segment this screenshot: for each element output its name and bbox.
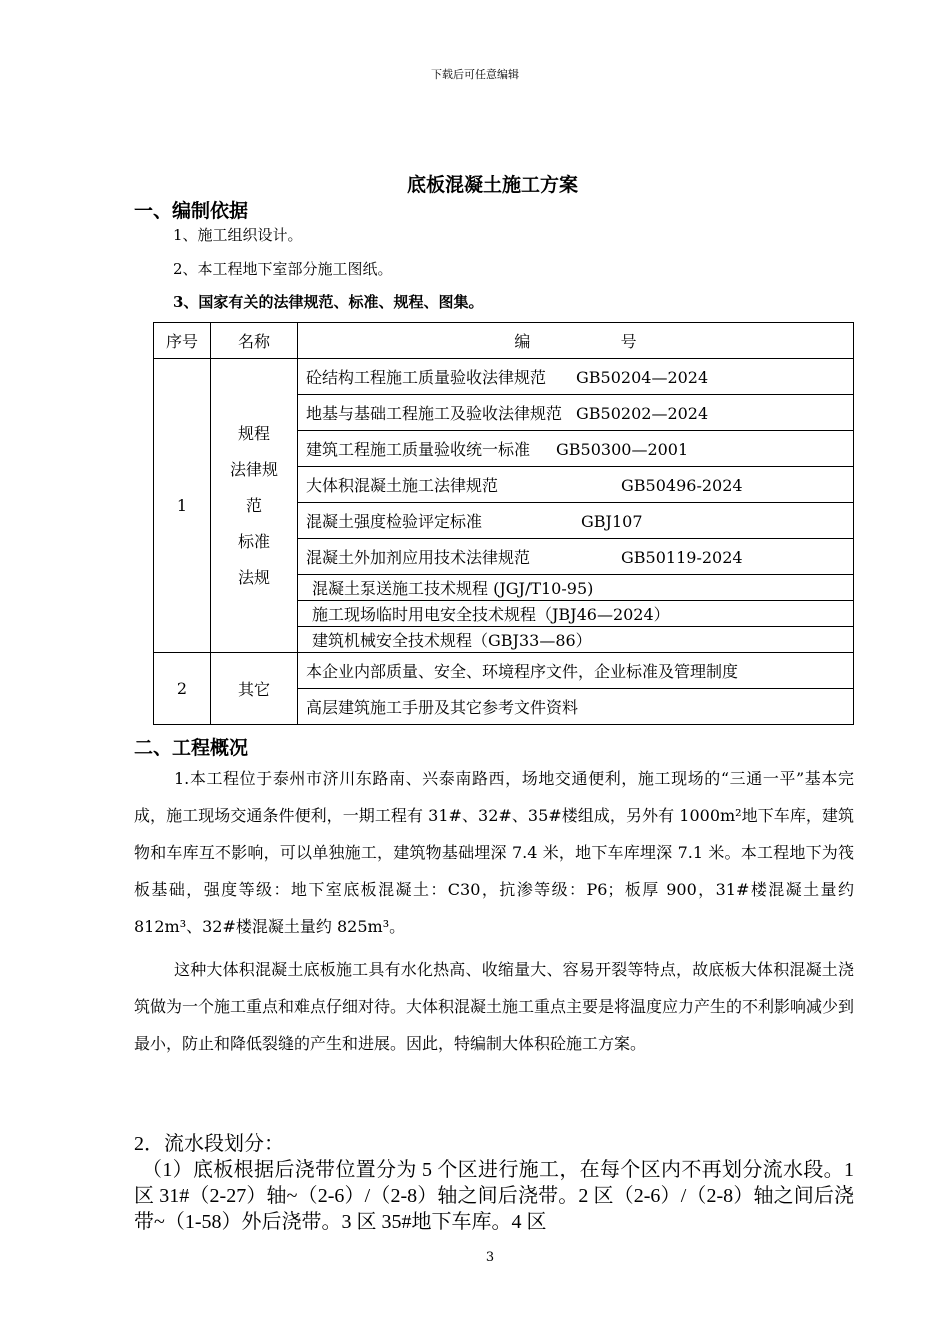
overview-paragraph-2: 这种大体积混凝土底板施工具有水化热高、收缩量大、容易开裂等特点，故底板大体积混凝土浇筑做为一个施工重点和难点仔细对待。大体积混凝土施工重点主要是将温度应力产生的不利影响减少到最小，防止和降低裂缝的产生和进展。因此，特编制大体积砼施工方案。 [134, 960, 855, 1053]
standard-cell [298, 503, 854, 539]
flow-section [134, 1131, 854, 1235]
section2-heading: 二、工程概况 [134, 737, 249, 759]
table-row [154, 359, 854, 395]
flow-heading: 2．流水段划分： [134, 1133, 284, 1155]
standard-code: GB50204—2024 [576, 368, 709, 387]
standard-code: GB50300—2001 [556, 440, 689, 459]
standard-name: 大体积混凝土施工法律规范 [306, 476, 499, 495]
basis-item-1: 1、施工组织设计。 [173, 226, 303, 244]
section1-heading: 一、编制依据 [134, 200, 249, 222]
standard-name: 混凝土外加剂应用技术法律规范 [306, 548, 531, 567]
table-row [154, 653, 854, 689]
standard-name: 地基与基础工程施工及验收法律规范 [306, 404, 563, 423]
standard-code: GB50202—2024 [576, 404, 709, 423]
basis-item-3: 3、国家有关的法律规范、标准、规程、图集。 [173, 293, 484, 311]
standard-cell [298, 359, 854, 395]
group2-no: 2 [154, 653, 211, 725]
standard-cell [298, 575, 854, 601]
standard-cell [298, 467, 854, 503]
header-code-1: 编 [514, 332, 531, 351]
standard-cell [298, 431, 854, 467]
standard-name: 建筑机械安全技术规程（GBJ33—86） [312, 631, 592, 650]
other-cell: 本企业内部质量、安全、环境程序文件，企业标准及管理制度 [298, 653, 854, 689]
standard-code: GBJ107 [581, 512, 643, 531]
group1-category [211, 359, 298, 653]
group1-no: 1 [154, 359, 211, 653]
page-number: 3 [485, 1250, 495, 1265]
group2-category: 其它 [211, 653, 298, 725]
standards-table [153, 322, 854, 725]
category-line: 范 [245, 495, 262, 515]
basis-item-2: 2、本工程地下室部分施工图纸。 [173, 260, 393, 278]
standard-name: 混凝土强度检验评定标准 [306, 512, 483, 531]
header-note: 下载后可任意编辑 [431, 68, 519, 81]
standard-name: 施工现场临时用电安全技术规程（JBJ46—2024） [312, 605, 670, 624]
standard-name: 混凝土泵送施工技术规程 (JGJ/T10-95) [312, 579, 594, 598]
category-line: 法律规 [229, 459, 278, 479]
header-name: 名称 [211, 323, 298, 359]
flow-paragraph: （1）底板根据后浇带位置分为 5 个区进行施工，在每个区内不再划分流水段。1 区 31#（2-27）轴~（2-6）/（2-8）轴之间后浇带。2 区（2-6）/（2-8）轴之间后浇带~（1-58）外后浇带。3 区 35#地下车库。4 区 [134, 1159, 854, 1233]
header-code-2: 号 [620, 332, 637, 351]
standard-name: 建筑工程施工质量验收统一标准 [306, 440, 531, 459]
category-line: 法规 [237, 567, 270, 587]
overview-paragraph-1: 1.本工程位于泰州市济川东路南、兴泰南路西，场地交通便利，施工现场的“三通一平”基本完成，施工现场交通条件便利，一期工程有 31#、32#、35#楼组成，另外有 1000m²地下车库，建筑物和车库互不影响，可以单独施工，建筑物基础埋深 7.4 米，地下车库埋深 7.1 米。本工程地下为筏板基础，强度等级：地下室底板混凝土：C30，抗渗等级：P6；板厚 900，31#楼混凝土量约 812m³、32#楼混凝土量约 825m³。 [134, 769, 854, 936]
category-line: 规程 [237, 423, 270, 443]
standard-code: GB50119-2024 [621, 548, 743, 567]
standard-cell [298, 395, 854, 431]
standard-name: 砼结构工程施工质量验收法律规范 [306, 368, 547, 387]
category-line: 标准 [237, 531, 270, 551]
standard-code: GB50496-2024 [621, 476, 743, 495]
standard-cell [298, 627, 854, 653]
header-no: 序号 [154, 323, 211, 359]
table-header-row [154, 323, 854, 359]
standard-cell [298, 539, 854, 575]
overview-body [134, 760, 854, 1062]
other-cell: 高层建筑施工手册及其它参考文件资料 [298, 689, 854, 725]
document-title: 底板混凝土施工方案 [406, 174, 578, 196]
standard-cell [298, 601, 854, 627]
header-code [298, 323, 854, 359]
